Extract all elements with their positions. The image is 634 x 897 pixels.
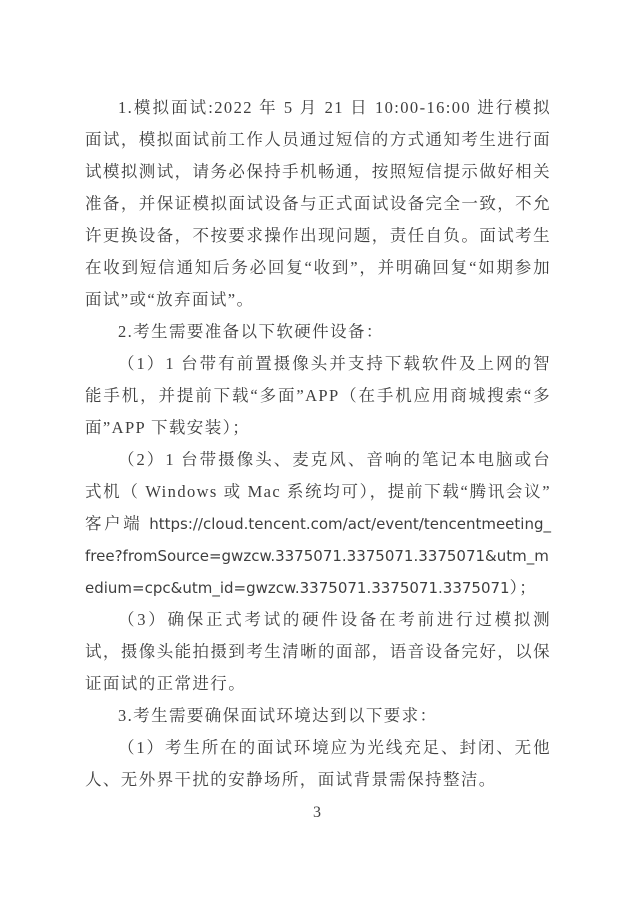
page-number: 3 (313, 804, 321, 821)
paragraph-environment-heading: 3.考生需要确保面试环境达到以下要求： (118, 706, 438, 725)
paragraph-equipment-item-2 (85, 444, 551, 604)
paragraph-equipment-item-3: （3）确保正式考试的硬件设备在考前进行过模拟测试，摄像头能拍摄到考生清晰的面部，语音设备完好，以保证面试的正常进行。 (85, 610, 551, 693)
paragraph-equipment-heading: 2.考生需要准备以下软硬件设备： (118, 322, 384, 341)
document-body (85, 92, 551, 796)
paragraph-equipment-item-2-tail: ）； (509, 578, 538, 597)
tencent-meeting-url: https://cloud.tencent.com/act/event/tencentmeeting_free?fromSource=gwzcw.3375071.3375071.3375071&utm_medium=cpc&utm_id=gwzcw.3375071.3375071.3375071 (85, 515, 551, 597)
paragraph-equipment-item-1: （1）1 台带有前置摄像头并支持下载软件及上网的智能手机，并提前下载“多面”APP（在手机应用商城搜索“多面”APP 下载安装）； (85, 354, 551, 437)
paragraph-mock-interview: 1.模拟面试:2022 年 5 月 21 日 10:00-16:00 进行模拟面试，模拟面试前工作人员通过短信的方式通知考生进行面试模拟测试，请务必保持手机畅通，按照短信提示做好相关准备，并保证模拟面试设备与正式面试设备完全一致，不允许更换设备，不按要求操作出现问题，责任自负。面试考生在收到短信通知后务必回复“收到”，并明确回复“如期参加面试”或“放弃面试”。 (85, 98, 551, 309)
paragraph-equipment-item-2-lead: （2）1 台带摄像头、麦克风、音响的笔记本电脑或台式机（ Windows 或 Mac 系统均可），提前下载“腾讯会议”客户端 (85, 450, 551, 533)
paragraph-environment-item-1: （1）考生所在的面试环境应为光线充足、封闭、无他人、无外界干扰的安静场所，面试背景需保持整洁。 (85, 738, 551, 789)
